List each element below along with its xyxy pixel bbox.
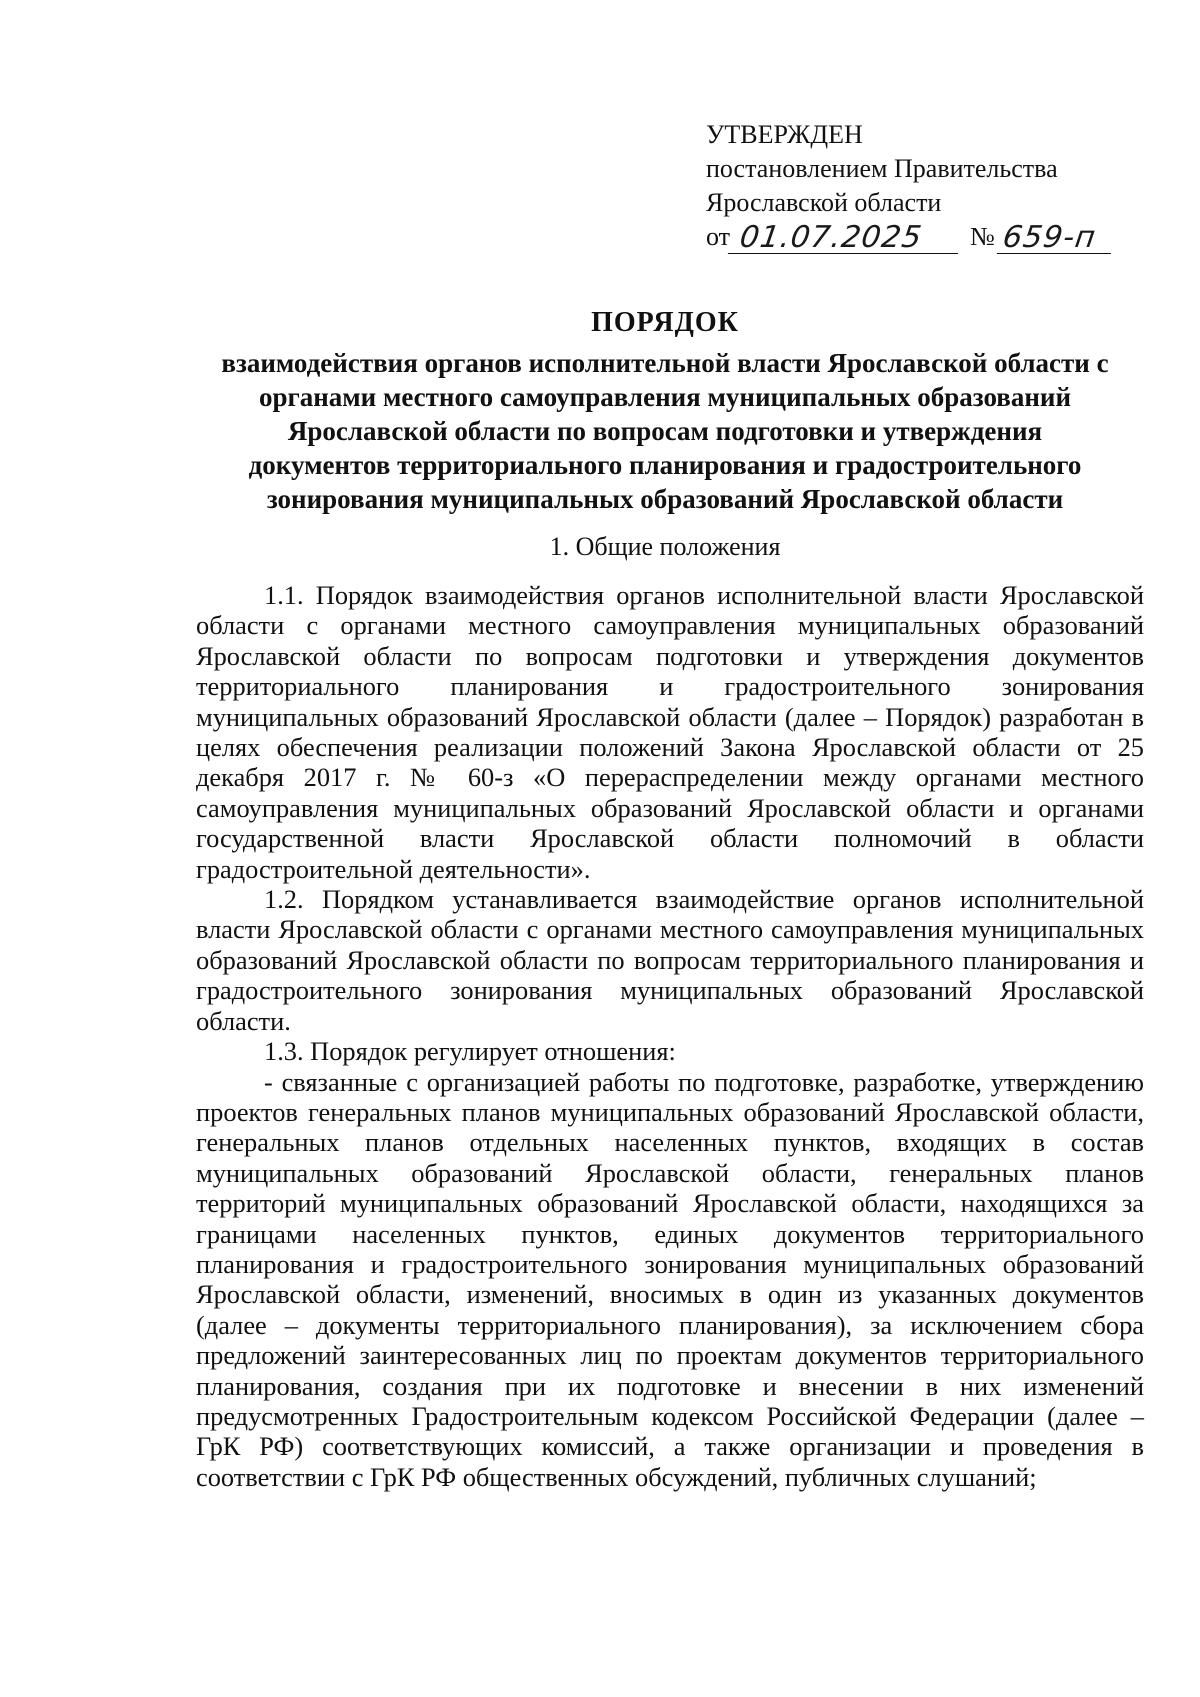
handwritten-number: 659-п	[997, 223, 1115, 254]
paragraph-1-1: 1.1. Порядок взаимодействия органов исполнительной власти Ярославской области с органами местного самоуправления муниципальных образований Ярославской области по вопросам подготовки и утверждения документов территориального планирования и градостроительного зонирования муниципальных образований Ярославской области (далее – Порядок) разработан в целях обеспечения реализации положений Закона Ярославской области от 25 декабря 2017 г. № 60-з «О перераспределении между органами местного самоуправления муниципальных образований Ярославской области и органами государственной власти Ярославской области полномочий в области градостроительной деятельности».	[196, 580, 1144, 884]
paragraph-1-3: 1.3. Порядок регулирует отношения:	[264, 1036, 676, 1067]
approval-line-1: постановлением Правительства	[706, 154, 1058, 183]
paragraph-1-2: 1.2. Порядком устанавливается взаимодействие органов исполнительной власти Ярославской области с органами местного самоуправления муниципальных образований Ярославской области по вопросам территориального планирования и градостроительного зонирования муниципальных образований Ярославской области.	[196, 884, 1144, 1036]
handwritten-date: 01.07.2025	[728, 223, 962, 254]
approval-stamp	[706, 118, 1146, 254]
number-label: №	[970, 222, 995, 251]
approval-line-2: Ярославской области	[706, 188, 942, 217]
title-subtitle-line-5: зонирования муниципальных образований Ярославской области	[266, 484, 1064, 514]
title-main: ПОРЯДОК	[591, 307, 739, 338]
approval-date-line	[706, 220, 1146, 254]
document-body	[196, 580, 1144, 1492]
title-subtitle-line-2: органами местного самоуправления муниципальных образований	[258, 382, 1072, 412]
title-subtitle-line-4: документов территориального планирования и градостроительного	[248, 450, 1082, 480]
paragraph-1-3-item-1: - связанные с организацией работы по подготовке, разработке, утверждению проектов генеральных планов муниципальных образований Ярославской области, генеральных планов отдельных населенных пунктов, входящих в состав муниципальных образований Ярославской области, генеральных планов территорий муниципальных образований Ярославской области, находящихся за границами населенных пунктов, единых документов территориального планирования и градостроительного зонирования муниципальных образований Ярославской области, изменений, вносимых в один из указанных документов (далее – документы территориального планирования), за исключением сбора предложений заинтересованных лиц по проектам документов территориального планирования, создания при их подготовке и внесении в них изменений предусмотренных Градостроительным кодексом Российской Федерации (далее – ГрК РФ) соответствующих комиссий, а также организации и проведения в соответствии с ГрК РФ общественных обсуждений, публичных слушаний;	[196, 1066, 1144, 1492]
document-title	[150, 306, 1180, 516]
title-subtitle-line-3: Ярославской области по вопросам подготовки и утверждения	[287, 416, 1043, 446]
section-heading: 1. Общие положения	[549, 532, 781, 561]
title-subtitle-line-1: взаимодействия органов исполнительной власти Ярославской области с	[221, 348, 1109, 378]
approval-heading: УТВЕРЖДЕН	[706, 120, 863, 149]
from-label: от	[706, 222, 731, 251]
